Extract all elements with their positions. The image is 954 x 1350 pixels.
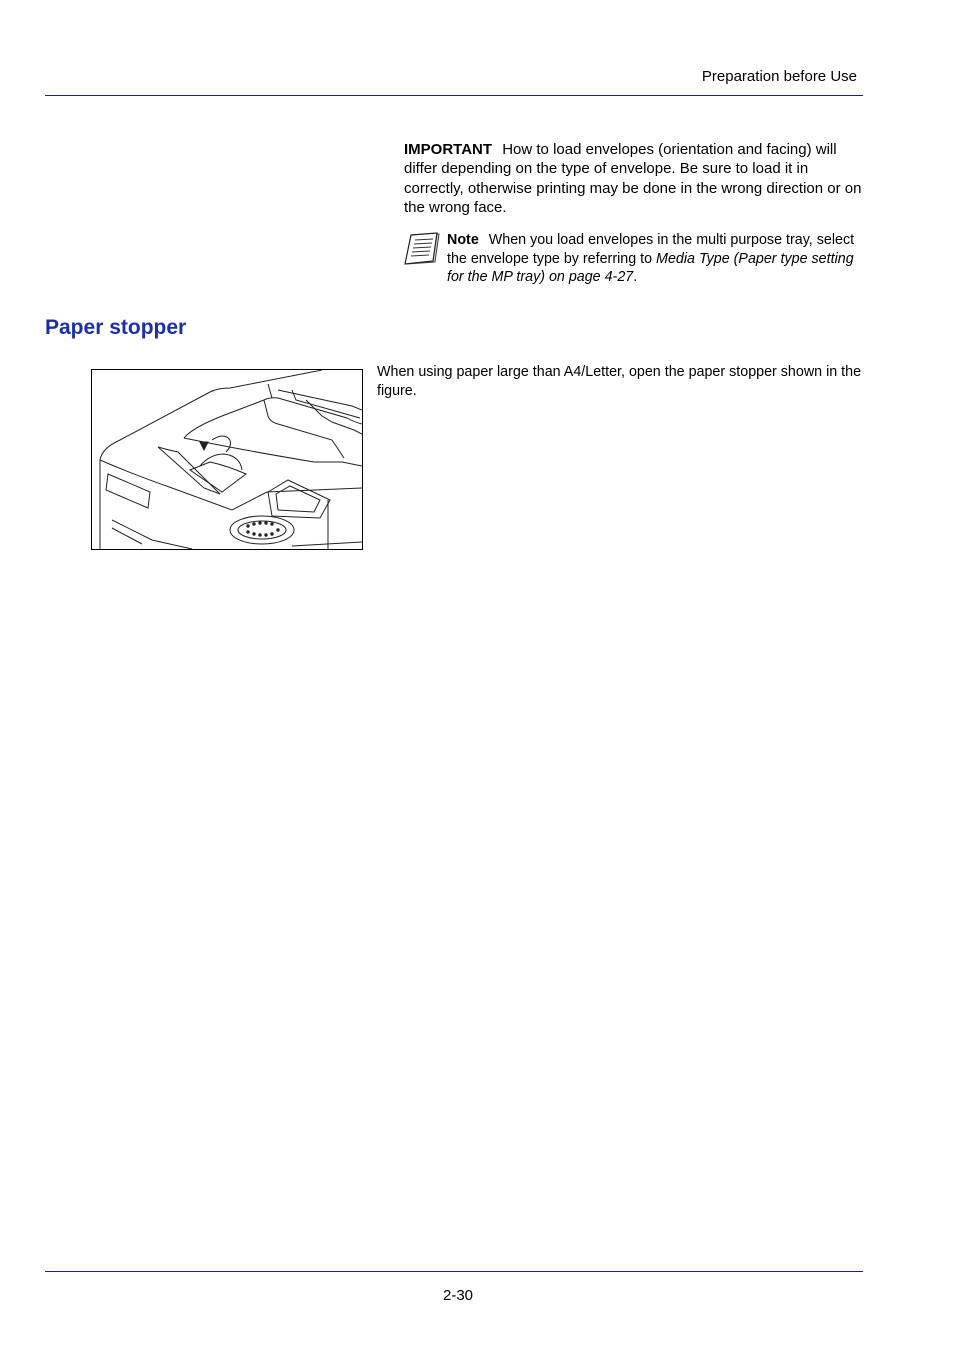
important-label: IMPORTANT — [404, 141, 493, 158]
running-header: Preparation before Use — [701, 68, 857, 85]
note-paragraph — [447, 231, 862, 287]
important-paragraph — [404, 140, 862, 217]
printer-illustration — [91, 369, 363, 550]
note-icon — [403, 230, 443, 266]
important-text: How to load envelopes (orientation and facing) will differ depending on the type of envelope. Be sure to load it in correctly, otherwise printing may be done in the wrong direction or on the wrong face. — [404, 141, 862, 216]
note-label: Note — [447, 232, 479, 248]
section-title: Paper stopper — [45, 316, 187, 339]
page-number: 2-30 — [442, 1287, 474, 1304]
note-text: When you load envelopes in the multi purpose tray, select the envelope type by referring to — [447, 232, 855, 267]
header-rule — [45, 95, 863, 96]
note-text-end: . — [633, 269, 638, 286]
footer-rule — [45, 1271, 863, 1272]
section-body: When using paper large than A4/Letter, open the paper stopper shown in the figure. — [377, 364, 862, 400]
note-reference-link[interactable]: Media Type (Paper type setting for the MP tray) on page 4-27 — [447, 250, 854, 286]
